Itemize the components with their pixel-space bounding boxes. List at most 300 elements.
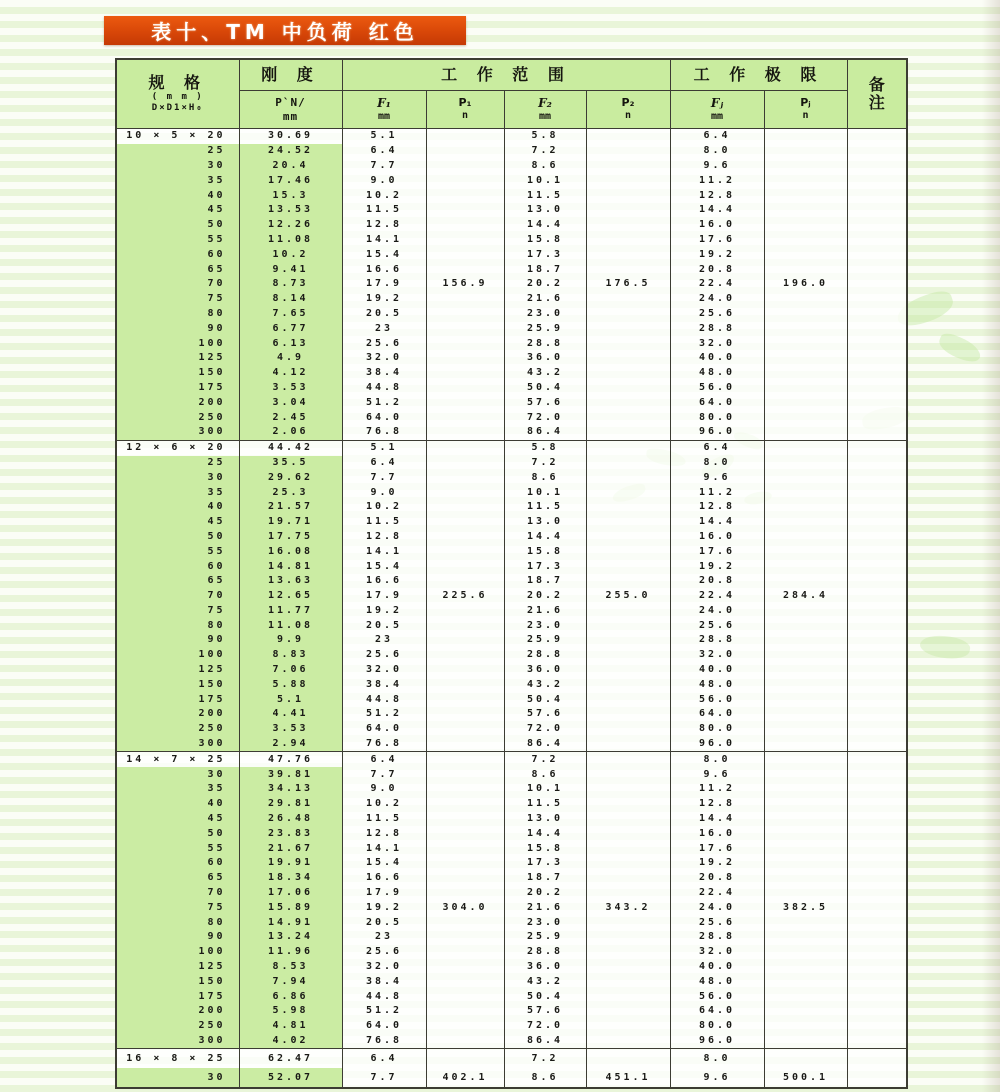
p1-cell [426, 410, 504, 425]
remark-cell [847, 410, 907, 425]
stiffness-cell: 12.26 [239, 218, 342, 233]
table-row [116, 900, 907, 915]
p2-cell [586, 930, 670, 945]
f1-cell: 17.9 [342, 589, 426, 604]
table-row [116, 1049, 907, 1069]
f2-cell: 50.4 [504, 989, 586, 1004]
f-limit-cell: 16.0 [670, 218, 764, 233]
f1-cell: 44.8 [342, 381, 426, 396]
spec-cell: 40 [116, 188, 239, 203]
f2-cell: 10.1 [504, 782, 586, 797]
p1-cell [426, 456, 504, 471]
f1-cell: 20.5 [342, 307, 426, 322]
f2-cell: 18.7 [504, 262, 586, 277]
remark-cell [847, 574, 907, 589]
spec-cell: 45 [116, 515, 239, 530]
stiffness-cell: 52.07 [239, 1068, 342, 1088]
remark-cell [847, 485, 907, 500]
f-limit-cell: 32.0 [670, 336, 764, 351]
p2-cell [586, 797, 670, 812]
p1-cell [426, 233, 504, 248]
f2-cell: 21.6 [504, 292, 586, 307]
p1-cell [426, 915, 504, 930]
table-row [116, 930, 907, 945]
p1-cell [426, 559, 504, 574]
p-limit-cell [764, 618, 847, 633]
p1-column-header: P₁ n [426, 91, 504, 129]
p2-cell [586, 321, 670, 336]
p1-cell [426, 500, 504, 515]
f1-cell: 16.6 [342, 871, 426, 886]
f1-cell: 16.6 [342, 262, 426, 277]
f2-cell: 13.0 [504, 515, 586, 530]
f1-cell: 14.1 [342, 233, 426, 248]
spec-cell: 60 [116, 247, 239, 262]
f2-cell: 86.4 [504, 425, 586, 440]
table-row [116, 188, 907, 203]
p2-cell [586, 974, 670, 989]
f1-cell: 19.2 [342, 292, 426, 307]
table-row [116, 366, 907, 381]
f1-cell: 23 [342, 321, 426, 336]
f1-cell: 11.5 [342, 515, 426, 530]
p2-cell [586, 871, 670, 886]
remark-cell [847, 886, 907, 901]
remark-cell [847, 336, 907, 351]
spec-header-unit: ( m m ) [151, 92, 204, 102]
remark-cell [847, 692, 907, 707]
stiffness-cell: 26.48 [239, 812, 342, 827]
f2-cell: 25.9 [504, 633, 586, 648]
f1-column-header: F₁ mm [342, 91, 426, 129]
f1-cell: 20.5 [342, 915, 426, 930]
p1-cell [426, 515, 504, 530]
f2-cell: 72.0 [504, 1019, 586, 1034]
p-limit-cell [764, 1034, 847, 1049]
spec-cell: 75 [116, 604, 239, 619]
stiffness-cell: 2.94 [239, 737, 342, 752]
spec-cell: 125 [116, 351, 239, 366]
f-limit-cell: 12.8 [670, 188, 764, 203]
f2-cell: 23.0 [504, 915, 586, 930]
leaf-watermark [918, 632, 971, 662]
f-limit-cell: 11.2 [670, 173, 764, 188]
f2-cell: 11.5 [504, 188, 586, 203]
p-limit-cell [764, 633, 847, 648]
f-limit-cell: 22.4 [670, 589, 764, 604]
f2-cell: 17.3 [504, 247, 586, 262]
remark-cell [847, 633, 907, 648]
f2-cell: 23.0 [504, 618, 586, 633]
f2-cell: 15.8 [504, 841, 586, 856]
header-row-groups [116, 59, 907, 91]
table-row [116, 559, 907, 574]
p-limit-cell [764, 841, 847, 856]
f2-column-header: F₂ mm [504, 91, 586, 129]
f1-cell: 76.8 [342, 1034, 426, 1049]
p1-cell [426, 395, 504, 410]
f2-cell: 72.0 [504, 722, 586, 737]
remark-cell [847, 515, 907, 530]
table-row [116, 233, 907, 248]
p1-cell [426, 618, 504, 633]
stiffness-cell: 21.67 [239, 841, 342, 856]
p-limit-cell [764, 812, 847, 827]
f1-cell: 9.0 [342, 485, 426, 500]
f2-cell: 14.4 [504, 530, 586, 545]
p2-cell [586, 559, 670, 574]
f2-cell: 7.2 [504, 1049, 586, 1069]
spec-cell: 80 [116, 307, 239, 322]
table-row [116, 692, 907, 707]
f2-cell: 43.2 [504, 974, 586, 989]
f2-cell: 28.8 [504, 648, 586, 663]
table-row [116, 336, 907, 351]
table-row [116, 915, 907, 930]
spec-cell: 300 [116, 1034, 239, 1049]
p1-cell [426, 173, 504, 188]
remark-cell [847, 782, 907, 797]
p-limit-cell [764, 782, 847, 797]
p2-cell [586, 1004, 670, 1019]
f1-cell: 20.5 [342, 618, 426, 633]
remark-cell [847, 856, 907, 871]
f-limit-cell: 25.6 [670, 618, 764, 633]
work-range-header: 工 作 范 围 [342, 59, 670, 91]
p1-cell [426, 767, 504, 782]
remark-cell [847, 233, 907, 248]
f-limit-cell: 17.6 [670, 233, 764, 248]
f-limit-cell: 9.6 [670, 767, 764, 782]
f2-cell: 20.2 [504, 886, 586, 901]
f2-cell: 8.6 [504, 767, 586, 782]
f-limit-cell: 22.4 [670, 886, 764, 901]
remark-cell [847, 188, 907, 203]
table-row [116, 292, 907, 307]
p-limit-cell [764, 544, 847, 559]
table-row [116, 663, 907, 678]
f1-cell: 25.6 [342, 648, 426, 663]
p1-cell [426, 648, 504, 663]
f2-cell: 5.8 [504, 129, 586, 144]
stiffness-cell: 11.08 [239, 618, 342, 633]
p1-cell [426, 960, 504, 975]
table-row [116, 618, 907, 633]
f1-cell: 15.4 [342, 247, 426, 262]
spec-cell: 10 × 5 × 20 [116, 129, 239, 144]
f2-cell: 7.2 [504, 144, 586, 159]
table-row [116, 989, 907, 1004]
f1-cell: 7.7 [342, 470, 426, 485]
f-limit-cell: 8.0 [670, 752, 764, 767]
f1-cell: 76.8 [342, 737, 426, 752]
table-row [116, 722, 907, 737]
f2-cell: 13.0 [504, 203, 586, 218]
f-limit-cell: 12.8 [670, 797, 764, 812]
p-limit-cell [764, 470, 847, 485]
stiffness-cell: 7.94 [239, 974, 342, 989]
p2-cell [586, 767, 670, 782]
f-limit-cell: 80.0 [670, 410, 764, 425]
p2-cell [586, 336, 670, 351]
p1-cell [426, 530, 504, 545]
remark-cell [847, 277, 907, 292]
f2-cell: 36.0 [504, 663, 586, 678]
spec-cell: 250 [116, 410, 239, 425]
p-limit-cell [764, 307, 847, 322]
stiffness-cell: 25.3 [239, 485, 342, 500]
f-limit-cell: 24.0 [670, 900, 764, 915]
f2-cell: 14.4 [504, 826, 586, 841]
table-row [116, 797, 907, 812]
f1-cell: 7.7 [342, 767, 426, 782]
p1-cell [426, 633, 504, 648]
f2-cell: 25.9 [504, 321, 586, 336]
remark-cell [847, 173, 907, 188]
p1-cell [426, 974, 504, 989]
p2-cell [586, 144, 670, 159]
p-limit-cell [764, 707, 847, 722]
stiffness-cell: 24.52 [239, 144, 342, 159]
f2-cell: 10.1 [504, 173, 586, 188]
spec-cell: 150 [116, 974, 239, 989]
remark-cell [847, 812, 907, 827]
table-row [116, 247, 907, 262]
f-limit-cell: 6.4 [670, 440, 764, 455]
f2-cell: 36.0 [504, 960, 586, 975]
p2-cell [586, 1049, 670, 1069]
stiffness-cell: 39.81 [239, 767, 342, 782]
stiffness-cell: 23.83 [239, 826, 342, 841]
stiffness-cell: 2.06 [239, 425, 342, 440]
p2-column-header: P₂ n [586, 91, 670, 129]
f2-cell: 18.7 [504, 574, 586, 589]
remark-cell [847, 307, 907, 322]
f2-cell: 11.5 [504, 797, 586, 812]
p-limit-cell [764, 604, 847, 619]
f-limit-cell: 24.0 [670, 292, 764, 307]
p1-cell [426, 381, 504, 396]
p2-cell [586, 663, 670, 678]
p2-cell [586, 648, 670, 663]
p1-cell [426, 1019, 504, 1034]
p1-cell [426, 752, 504, 767]
spec-cell: 60 [116, 856, 239, 871]
remark-cell [847, 1004, 907, 1019]
f2-cell: 25.9 [504, 930, 586, 945]
p2-cell [586, 574, 670, 589]
p1-cell [426, 292, 504, 307]
p2-cell [586, 677, 670, 692]
table-row [116, 456, 907, 471]
spec-cell: 40 [116, 500, 239, 515]
p2-cell: 176.5 [586, 277, 670, 292]
table-row [116, 144, 907, 159]
f1-cell: 64.0 [342, 722, 426, 737]
p-limit-cell: 196.0 [764, 277, 847, 292]
f-limit-cell: 40.0 [670, 351, 764, 366]
table-row [116, 500, 907, 515]
remark-cell [847, 826, 907, 841]
f-limit-cell: 11.2 [670, 485, 764, 500]
p-limit-cell [764, 574, 847, 589]
table-row [116, 589, 907, 604]
table-row [116, 604, 907, 619]
table-row [116, 574, 907, 589]
f2-cell: 11.5 [504, 500, 586, 515]
p-limit-cell [764, 440, 847, 455]
f-limit-cell: 56.0 [670, 692, 764, 707]
remark-cell [847, 648, 907, 663]
table-row [116, 1034, 907, 1049]
remark-cell [847, 395, 907, 410]
f1-cell: 17.9 [342, 277, 426, 292]
f1-cell: 6.4 [342, 456, 426, 471]
spec-cell: 60 [116, 559, 239, 574]
f1-cell: 64.0 [342, 410, 426, 425]
f1-cell: 7.7 [342, 1068, 426, 1088]
stiffness-cell: 8.53 [239, 960, 342, 975]
f2-cell: 86.4 [504, 737, 586, 752]
stiffness-cell: 3.53 [239, 381, 342, 396]
remark-cell [847, 604, 907, 619]
f1-cell: 9.0 [342, 782, 426, 797]
f1-cell: 12.8 [342, 218, 426, 233]
spec-cell: 150 [116, 366, 239, 381]
p-limit-cell [764, 677, 847, 692]
f-limit-cell: 11.2 [670, 782, 764, 797]
table-row [116, 321, 907, 336]
table-row [116, 677, 907, 692]
p1-cell [426, 336, 504, 351]
p2-cell [586, 945, 670, 960]
f-limit-cell: 6.4 [670, 129, 764, 144]
p2-cell [586, 618, 670, 633]
f2-cell: 43.2 [504, 366, 586, 381]
f1-cell: 44.8 [342, 989, 426, 1004]
spec-cell: 14 × 7 × 25 [116, 752, 239, 767]
remark-cell [847, 129, 907, 144]
f2-cell: 43.2 [504, 677, 586, 692]
f-limit-cell: 48.0 [670, 366, 764, 381]
p-limit-cell [764, 945, 847, 960]
f-limit-cell: 48.0 [670, 677, 764, 692]
table-row [116, 871, 907, 886]
stiffness-cell: 3.04 [239, 395, 342, 410]
p1-cell [426, 797, 504, 812]
p1-cell [426, 425, 504, 440]
spec-cell: 30 [116, 470, 239, 485]
spec-cell: 35 [116, 173, 239, 188]
scan-edge-shadow [982, 0, 1000, 1092]
remark-cell [847, 722, 907, 737]
p1-cell [426, 604, 504, 619]
p1-cell [426, 129, 504, 144]
spec-cell: 80 [116, 915, 239, 930]
remark-cell [847, 974, 907, 989]
f1-cell: 6.4 [342, 752, 426, 767]
stiffness-cell: 12.65 [239, 589, 342, 604]
f2-cell: 17.3 [504, 559, 586, 574]
remark-cell [847, 144, 907, 159]
p-limit-column-header: Pⱼ n [764, 91, 847, 129]
f1-cell: 25.6 [342, 336, 426, 351]
spec-cell: 75 [116, 292, 239, 307]
spec-column-header [116, 59, 239, 129]
p1-cell [426, 722, 504, 737]
stiffness-cell: 44.42 [239, 440, 342, 455]
stiffness-cell: 13.63 [239, 574, 342, 589]
table-row [116, 1019, 907, 1034]
p-limit-cell [764, 351, 847, 366]
p1-cell: 225.6 [426, 589, 504, 604]
table-row [116, 440, 907, 455]
remark-cell [847, 559, 907, 574]
p1-cell [426, 677, 504, 692]
f-limit-cell: 8.0 [670, 1049, 764, 1069]
remark-cell [847, 945, 907, 960]
p1-cell [426, 930, 504, 945]
stiffness-cell: 11.77 [239, 604, 342, 619]
f-limit-cell: 20.8 [670, 574, 764, 589]
f2-cell: 14.4 [504, 218, 586, 233]
remark-cell [847, 544, 907, 559]
p1-cell [426, 1004, 504, 1019]
p1-cell [426, 247, 504, 262]
f-limit-column-header: Fⱼ mm [670, 91, 764, 129]
p-limit-cell [764, 321, 847, 336]
table-row [116, 945, 907, 960]
p2-cell [586, 515, 670, 530]
stiffness-cell: 8.14 [239, 292, 342, 307]
p1-cell [426, 544, 504, 559]
f-limit-cell: 32.0 [670, 648, 764, 663]
p2-cell [586, 440, 670, 455]
p2-cell [586, 395, 670, 410]
f2-cell: 8.6 [504, 470, 586, 485]
stiffness-cell: 7.65 [239, 307, 342, 322]
f1-cell: 6.4 [342, 144, 426, 159]
p-limit-cell [764, 292, 847, 307]
table-row [116, 1004, 907, 1019]
p2-cell [586, 633, 670, 648]
f-limit-cell: 16.0 [670, 826, 764, 841]
table-row [116, 203, 907, 218]
stiffness-cell: 20.4 [239, 159, 342, 174]
spec-cell: 25 [116, 456, 239, 471]
f1-cell: 14.1 [342, 841, 426, 856]
p1-cell [426, 440, 504, 455]
p1-cell [426, 218, 504, 233]
f1-cell: 32.0 [342, 960, 426, 975]
f2-cell: 20.2 [504, 589, 586, 604]
table-row [116, 485, 907, 500]
p-limit-cell [764, 989, 847, 1004]
p1-cell [426, 262, 504, 277]
remark-cell [847, 797, 907, 812]
p-limit-cell [764, 663, 847, 678]
remark-cell [847, 1019, 907, 1034]
p1-cell [426, 321, 504, 336]
spec-cell: 90 [116, 633, 239, 648]
f1-cell: 11.5 [342, 812, 426, 827]
spec-cell: 55 [116, 544, 239, 559]
spec-cell: 175 [116, 989, 239, 1004]
remark-cell [847, 707, 907, 722]
remark-cell [847, 915, 907, 930]
p-limit-cell: 382.5 [764, 900, 847, 915]
f1-cell: 16.6 [342, 574, 426, 589]
